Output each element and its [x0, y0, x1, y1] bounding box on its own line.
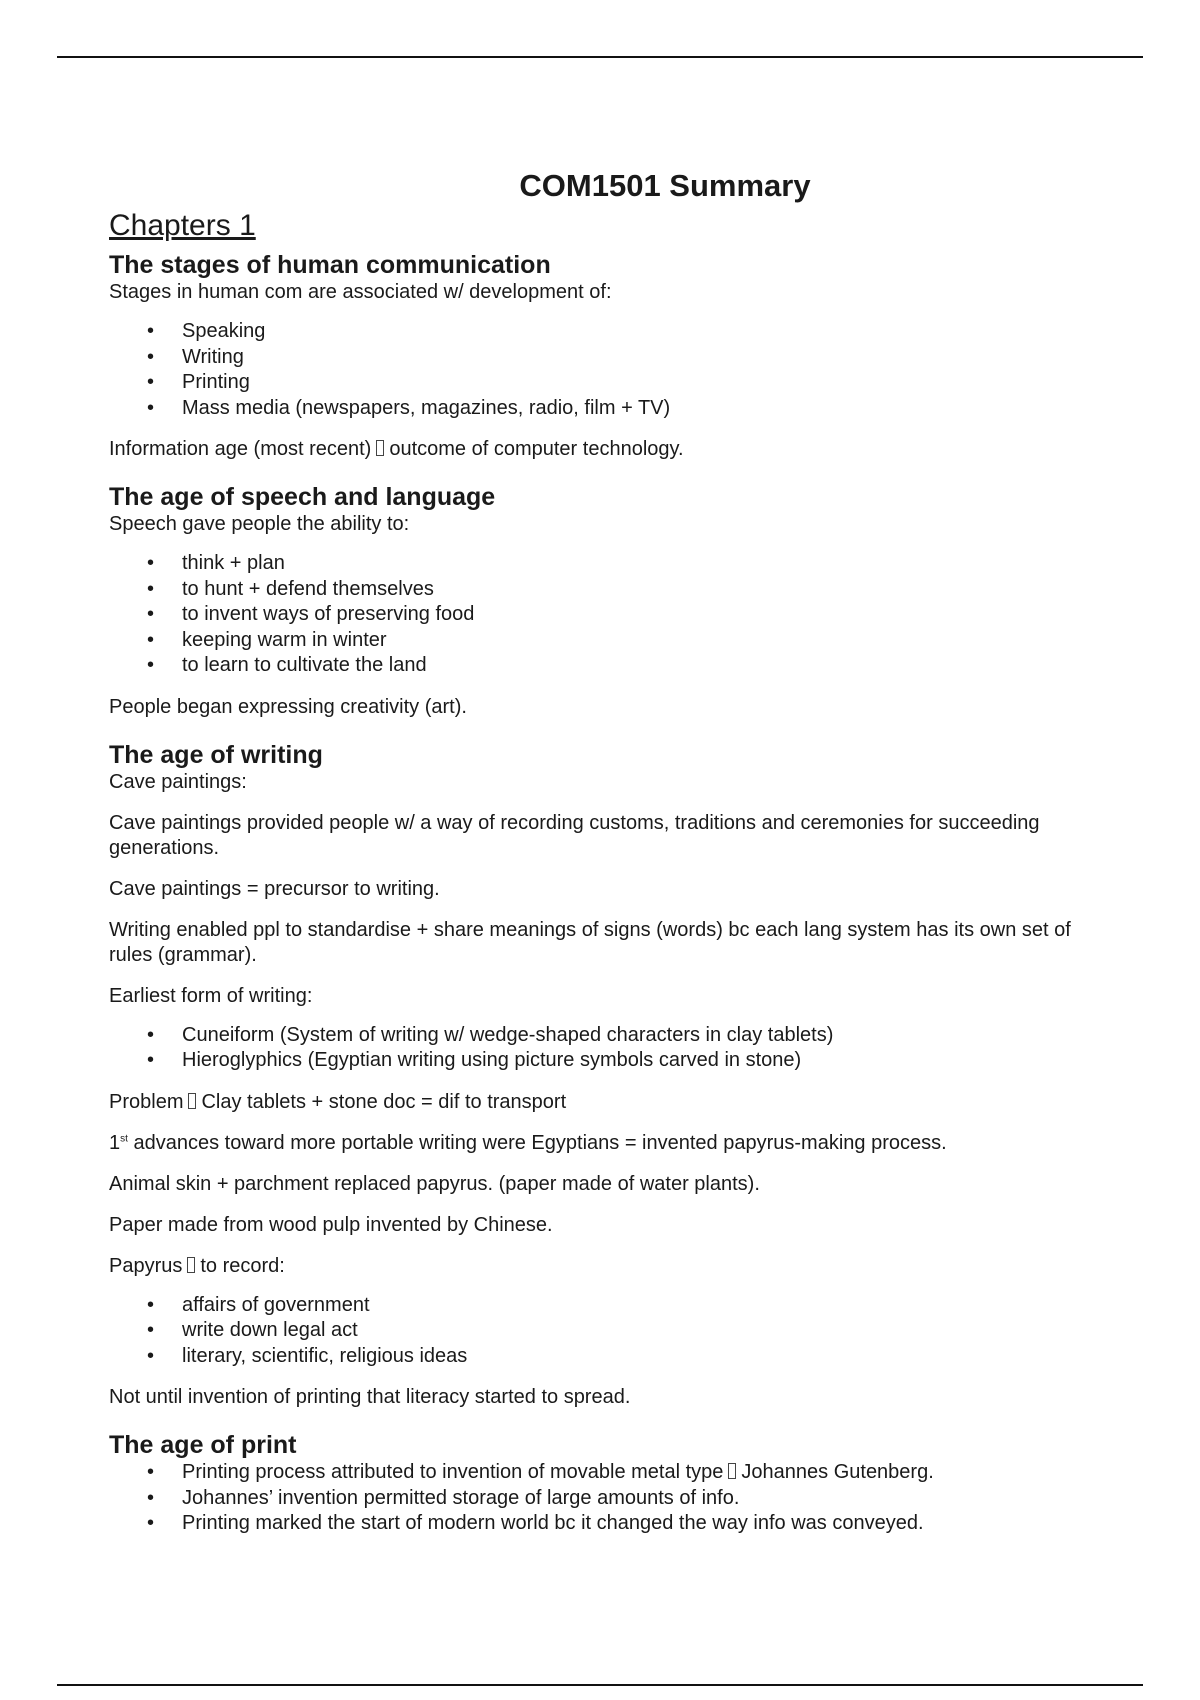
paragraph: 1st advances toward more portable writing were Egyptians = invented papyrus-making process. [109, 1131, 947, 1154]
paragraph: Animal skin + parchment replaced papyrus. (paper made of water plants). [109, 1172, 760, 1195]
bullet-icon: • [147, 603, 155, 625]
section-heading: The age of print [109, 1431, 297, 1459]
missing-glyph-icon [188, 1093, 196, 1109]
bullet-icon: • [147, 1344, 155, 1367]
section-heading: The age of speech and language [109, 483, 496, 511]
bullet-icon: • [147, 345, 155, 368]
bullet-list [109, 1460, 1119, 1537]
bullet-icon: • [147, 628, 155, 651]
list-item: • keeping warm in winter [109, 628, 1119, 654]
list-item: • affairs of government [109, 1293, 1119, 1319]
list-item: • write down legal act [109, 1318, 1119, 1344]
list-item: • Mass media (newspapers, magazines, radio, film + TV) [109, 396, 1119, 422]
list-item: • Johannes’ invention permitted storage of large amounts of info. [109, 1486, 1119, 1512]
bullet-list [109, 319, 1119, 421]
document-body [109, 168, 1119, 1553]
bullet-icon: • [147, 654, 155, 676]
list-item: • Speaking [109, 319, 1119, 345]
list-item: • Writing [109, 345, 1119, 371]
paragraph: Not until invention of printing that literacy started to spread. [109, 1386, 631, 1408]
list-item: • Hieroglyphics (Egyptian writing using picture symbols carved in stone) [109, 1048, 1119, 1074]
bullet-icon: • [147, 1319, 155, 1341]
paragraph: Writing enabled ppl to standardise + share meanings of signs (words) bc each lang system has its own set of rules (grammar). [109, 918, 1071, 966]
section-speech [109, 482, 1119, 720]
top-rule [57, 56, 1143, 58]
paragraph: Earliest form of writing: [109, 984, 313, 1007]
paragraph: Problem Clay tablets + stone doc = dif to transport [109, 1090, 567, 1113]
section-heading: The age of writing [109, 740, 323, 769]
bullet-icon: • [147, 371, 155, 393]
list-item: • Printing marked the start of modern world bc it changed the way info was conveyed. [109, 1511, 1119, 1537]
list-item: • Printing [109, 370, 1119, 396]
list-item: • Printing process attributed to invention of movable metal type Johannes Gutenberg. [109, 1460, 1119, 1486]
chapter-heading: Chapters 1 [109, 209, 256, 242]
bullet-icon: • [147, 1023, 155, 1046]
bullet-icon: • [147, 1293, 155, 1316]
bullet-list [109, 551, 1119, 679]
bullet-list [109, 1023, 1119, 1074]
missing-glyph-icon [376, 440, 384, 456]
section-writing [109, 740, 1119, 1411]
paragraph: Cave paintings: [109, 770, 247, 793]
document-title: COM1501 Summary [519, 168, 811, 203]
bullet-icon: • [147, 396, 155, 419]
section-stages [109, 250, 1119, 462]
bullet-icon: • [147, 320, 155, 342]
missing-glyph-icon [187, 1257, 195, 1273]
bullet-icon: • [147, 552, 155, 574]
list-item: • literary, scientific, religious ideas [109, 1344, 1119, 1370]
bullet-icon: • [147, 1461, 155, 1483]
list-item: • to learn to cultivate the land [109, 653, 1119, 679]
paragraph: Information age (most recent) outcome of computer technology. [109, 438, 684, 460]
bullet-icon: • [147, 1512, 155, 1534]
list-item: • to invent ways of preserving food [109, 602, 1119, 628]
bullet-icon: • [147, 1486, 155, 1509]
paragraph: Cave paintings = precursor to writing. [109, 877, 440, 900]
list-item: • think + plan [109, 551, 1119, 577]
bullet-list [109, 1293, 1119, 1370]
bottom-rule [57, 1684, 1143, 1686]
section-heading: The stages of human communication [109, 251, 551, 279]
paragraph: Stages in human com are associated w/ development of: [109, 281, 612, 303]
paragraph: Speech gave people the ability to: [109, 513, 410, 535]
paragraph: Papyrus to record: [109, 1254, 285, 1277]
list-item: • to hunt + defend themselves [109, 577, 1119, 603]
bullet-icon: • [147, 577, 155, 600]
paragraph: People began expressing creativity (art). [109, 695, 467, 718]
missing-glyph-icon [728, 1463, 736, 1479]
paragraph: Paper made from wood pulp invented by Chinese. [109, 1213, 553, 1236]
paragraph: Cave paintings provided people w/ a way of recording customs, traditions and ceremonies for succeeding generations. [109, 811, 1040, 859]
bullet-icon: • [147, 1049, 155, 1071]
section-print [109, 1430, 1119, 1537]
list-item: • Cuneiform (System of writing w/ wedge-shaped characters in clay tablets) [109, 1023, 1119, 1049]
